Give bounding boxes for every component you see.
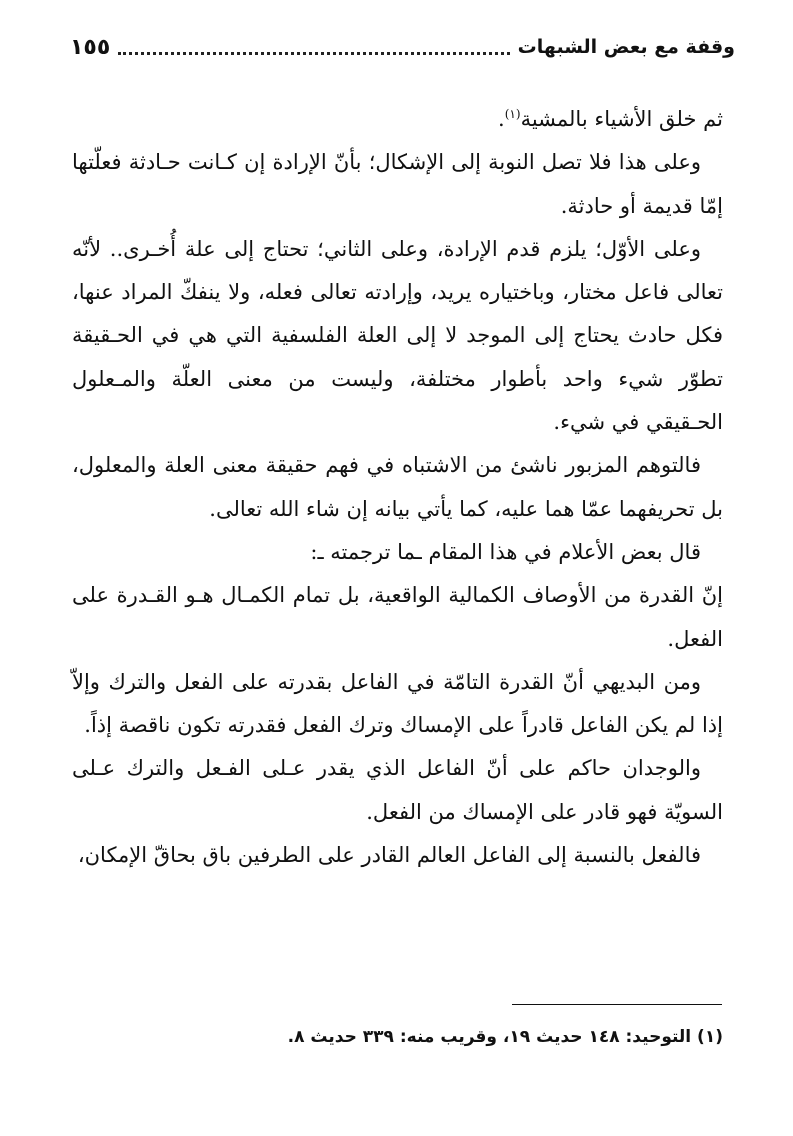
paragraph: ومن البديهي أنّ القدرة التامّة في الفاعل بقدرته على الفعل والترك وإلاّ إذا لم يكن الفاعل قادراً على الإمساك وترك الفعل فقدرته تكون ناقصة إذاً. — [72, 669, 723, 738]
page-header — [70, 30, 735, 64]
first-line-end: . — [498, 107, 505, 131]
first-line-text: ثم خلق الأشياء بالمشية — [520, 107, 723, 131]
paragraph: فالتوهم المزبور ناشئ من الاشتباه في فهم حقيقة معنى العلة والمعلول، بل تحريفهما عمّا هما عليه، كما يأتي بيانه إن شاء الله تعالى. — [72, 453, 723, 521]
paragraph: فالفعل بالنسبة إلى الفاعل العالم القادر على الطرفين باق بحاقّ الإمكان، — [77, 843, 701, 868]
page-number: ١٥٥ — [70, 34, 111, 60]
main-text — [72, 98, 723, 877]
dotted-leader — [118, 52, 509, 55]
running-title: وقفة مع بعض الشبهات — [517, 36, 735, 58]
paragraph: وعلى هذا فلا تصل النوبة إلى الإشكال؛ بأنّ الإرادة إن كـانت حـادثة فعلّتها إمّا قديمة أو حادثة. — [72, 150, 723, 218]
paragraph — [72, 98, 723, 141]
paragraph: إنّ القدرة من الأوصاف الكمالية الواقعية، بل تمام الكمـال هـو القـدرة على الفعل. — [72, 583, 723, 651]
footnote-divider — [512, 1004, 722, 1005]
paragraph: والوجدان حاكم على أنّ الفاعل الذي يقدر عـلى الفـعل والترك عـلى السويّة فهو قادر على الإمساك من الفعل. — [72, 756, 723, 824]
footnote: (١) التوحيد: ١٤٨ حديث ١٩، وقريب منه: ٣٣٩ حديث ٨. — [287, 1027, 723, 1047]
paragraph: وعلى الأوّل؛ يلزم قدم الإرادة، وعلى الثاني؛ تحتاج إلى علة أُخـرى.. لأنّه تعالى فاعل مختار، وباختياره يريد، وإرادته تعالى فعله، ولا ينفكّ المراد عنها، فكل حادث يحتاج إلى الموجد لا إلى العلة الفلسفية التي هي في الحـقيقة تطوّر شيء واحد بأطوار مختلفة، وليست من معنى العلّة والمـعلول الحـقيقي في شيء. — [72, 236, 723, 435]
footnote-reference: (١) — [504, 107, 521, 121]
paragraph: قال بعض الأعلام في هذا المقام ـما ترجمته ـ: — [310, 539, 701, 564]
